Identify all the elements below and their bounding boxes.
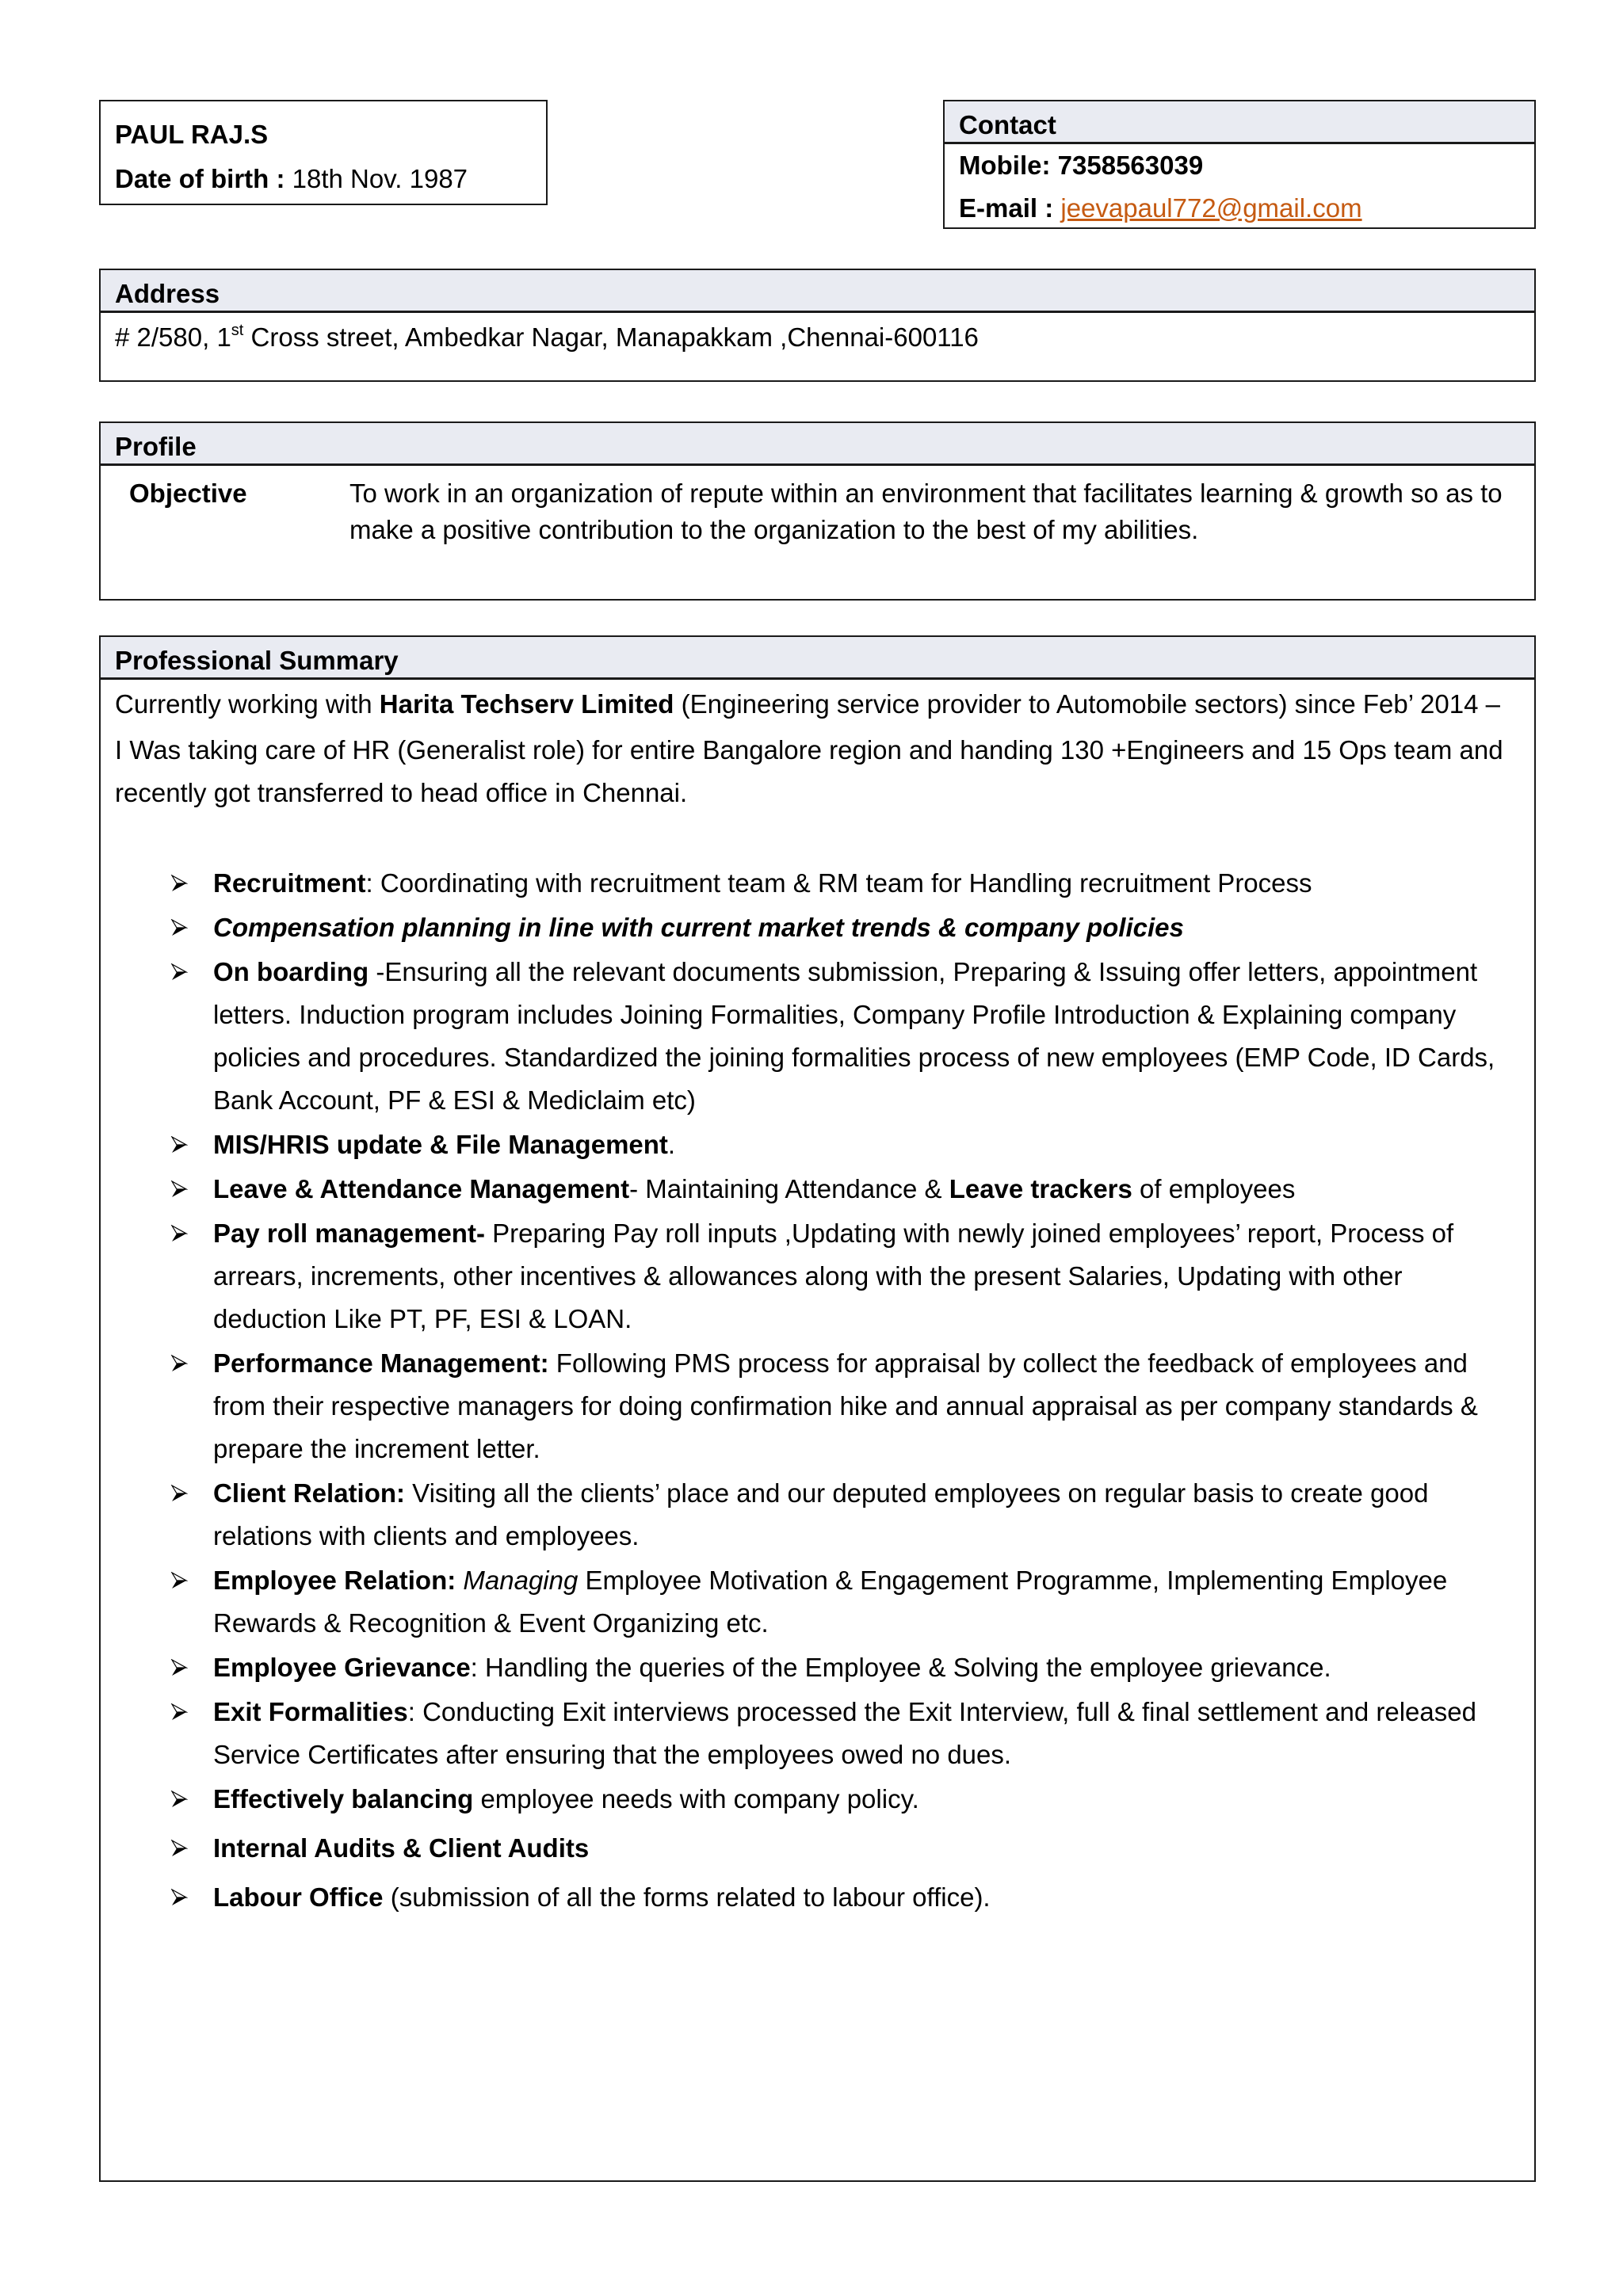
item-description: Employee Motivation & Engagement Programme, Implementing Employee Rewards & Recognition & Event Organizing etc. xyxy=(213,1566,1448,1638)
item-description: : Coordinating with recruitment team & RM team for Handling recruitment Process xyxy=(365,868,1312,898)
professional-summary-section xyxy=(99,635,1536,2182)
contact-heading: Contact xyxy=(945,101,1534,144)
responsibility-item xyxy=(170,1472,1520,1558)
responsibility-item xyxy=(170,1342,1520,1470)
objective-label: Objective xyxy=(129,479,247,508)
mobile-number: 7358563039 xyxy=(1057,151,1204,180)
profile-section xyxy=(99,421,1536,601)
item-description: Preparing Pay roll inputs ,Updating with newly joined employees’ report, Process of arrears, increments, other incentives & allowances along with the present Salaries, Updating with other deduction Like PT, PF, ESI & LOAN. xyxy=(213,1219,1454,1333)
responsibility-item xyxy=(170,862,1520,905)
arrow-bullet-icon xyxy=(170,875,188,892)
name-box xyxy=(99,100,548,205)
candidate-name: PAUL RAJ.S xyxy=(115,120,269,149)
item-title: On boarding xyxy=(213,957,376,986)
item-description: : Handling the queries of the Employee & Solving the employee grievance. xyxy=(470,1653,1331,1682)
mobile-label: Mobile: xyxy=(959,151,1058,180)
item-description: of employees xyxy=(1132,1174,1296,1203)
item-title: Employee Relation: xyxy=(213,1566,456,1595)
responsibility-item xyxy=(170,1168,1520,1211)
item-title: Leave trackers xyxy=(949,1174,1132,1203)
item-description: : Conducting Exit interviews processed the Exit Interview, full & final settlement and released Service Certificates after ensuring that the employees owed no dues. xyxy=(213,1697,1476,1769)
item-title: Employee Grievance xyxy=(213,1653,471,1682)
arrow-bullet-icon xyxy=(170,1840,188,1857)
item-description: employee needs with company policy. xyxy=(473,1784,919,1814)
item-description: Following PMS process for appraisal by collect the feedback of employees and from their respective managers for doing confirmation hike and annual appraisal as per company standards & prepare the increment letter. xyxy=(213,1348,1478,1463)
responsibility-item xyxy=(170,1827,1520,1870)
date-of-birth xyxy=(115,157,532,201)
contact-section xyxy=(943,100,1536,229)
arrow-bullet-icon xyxy=(170,1791,188,1808)
responsibility-item xyxy=(170,1778,1520,1821)
item-title: Compensation planning in line with current market trends & company policies xyxy=(213,913,1184,942)
company-name: Harita Techserv Limited xyxy=(379,689,674,719)
profile-heading: Profile xyxy=(101,423,1534,466)
address-part: # 2/580, 1 xyxy=(115,322,231,352)
item-title: Effectively balancing xyxy=(213,1784,474,1814)
intro-text: Currently working with xyxy=(115,689,380,719)
item-description: -Ensuring all the relevant documents submission, Preparing & Issuing offer letters, appointment letters. Induction program includes Joining Formalities, Company Profile Introduction & Explaining company policies and procedures. Standardized the joining formalities process of new employees (EMP Code, ID Cards, Bank Account, PF & ESI & Mediclaim etc) xyxy=(213,957,1495,1115)
arrow-bullet-icon xyxy=(170,1485,188,1502)
item-description: - Maintaining Attendance & xyxy=(629,1174,949,1203)
item-title: Client Relation: xyxy=(213,1478,406,1508)
item-emphasis: Managing xyxy=(456,1566,579,1595)
responsibility-item xyxy=(170,906,1520,949)
address-section xyxy=(99,269,1536,382)
email-line xyxy=(959,187,1520,230)
item-description: . xyxy=(667,1130,676,1159)
responsibility-item xyxy=(170,1559,1520,1645)
responsibility-item xyxy=(170,1123,1520,1166)
responsibility-item xyxy=(170,1876,1520,1919)
objective-text: To work in an organization of repute within an environment that facilitates learning & growth so as to make a positive contribution to the organization to the best of my abilities. xyxy=(349,479,1503,544)
summary-heading: Professional Summary xyxy=(101,637,1534,680)
arrow-bullet-icon xyxy=(170,1703,188,1721)
item-title: Internal Audits & Client Audits xyxy=(213,1833,590,1863)
responsibilities-list xyxy=(115,862,1520,1919)
address-heading: Address xyxy=(101,270,1534,313)
intro-text: (Engineering service provider to Automobile sectors) since Feb’ 2014 – xyxy=(674,689,1500,719)
arrow-bullet-icon xyxy=(170,919,188,936)
email-link[interactable]: jeevapaul772@gmail.com xyxy=(1060,193,1362,223)
responsibility-item xyxy=(170,1212,1520,1341)
arrow-bullet-icon xyxy=(170,1572,188,1589)
item-title: Recruitment xyxy=(213,868,366,898)
arrow-bullet-icon xyxy=(170,1355,188,1372)
item-title: Performance Management: xyxy=(213,1348,556,1378)
arrow-bullet-icon xyxy=(170,963,188,981)
arrow-bullet-icon xyxy=(170,1659,188,1676)
mobile-line xyxy=(959,144,1520,187)
responsibility-item xyxy=(170,951,1520,1122)
item-description: Visiting all the clients’ place and our deputed employees on regular basis to create good relations with clients and employees. xyxy=(213,1478,1429,1550)
item-title: Labour Office xyxy=(213,1882,384,1912)
arrow-bullet-icon xyxy=(170,1136,188,1154)
responsibility-item xyxy=(170,1691,1520,1776)
ordinal-suffix: st xyxy=(231,322,244,339)
summary-intro-role: I Was taking care of HR (Generalist role) for entire Bangalore region and handing 130 +Engineers and 15 Ops team and recently got transferred to head office in Chennai. xyxy=(115,735,1503,807)
arrow-bullet-icon xyxy=(170,1225,188,1242)
item-description: (submission of all the forms related to labour office). xyxy=(383,1882,991,1912)
dob-label: Date of birth : xyxy=(115,164,285,193)
item-title: Leave & Attendance Management xyxy=(213,1174,630,1203)
summary-intro-current-job xyxy=(115,683,1520,726)
address-text xyxy=(101,313,1534,362)
arrow-bullet-icon xyxy=(170,1889,188,1906)
item-title: Exit Formalities xyxy=(213,1697,408,1726)
item-title: MIS/HRIS update & File Management xyxy=(213,1130,668,1159)
arrow-bullet-icon xyxy=(170,1180,188,1198)
email-label: E-mail : xyxy=(959,193,1061,223)
item-title: Pay roll management- xyxy=(213,1219,485,1248)
responsibility-item xyxy=(170,1646,1520,1689)
address-part: Cross street, Ambedkar Nagar, Manapakkam ,Chennai-600116 xyxy=(243,322,979,352)
dob-value: 18th Nov. 1987 xyxy=(285,164,468,193)
